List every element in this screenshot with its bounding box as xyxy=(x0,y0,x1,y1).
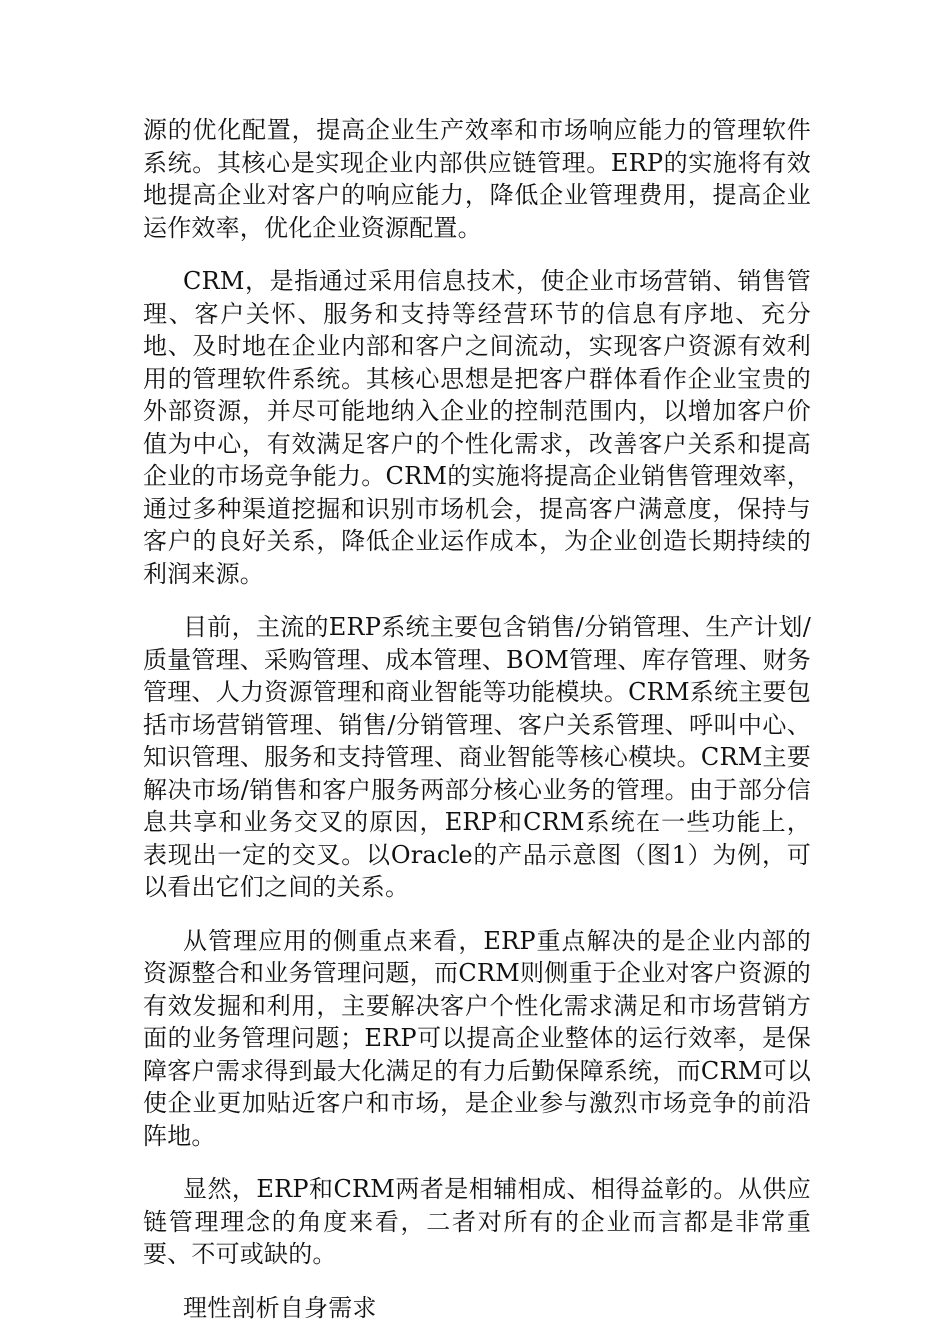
section-heading: 理性剖析自身需求 xyxy=(183,1293,377,1322)
paragraph-conclusion: 显然，ERP和CRM两者是相辅相成、相得益彰的。从供应链管理理念的角度来看，二者对所有的企业而言都是非常重要、不可或缺的。 xyxy=(143,1175,811,1268)
paragraph-modules: 目前，主流的ERP系统主要包含销售/分销管理、生产计划/质量管理、采购管理、成本管理、BOM管理、库存管理、财务管理、人力资源管理和商业智能等功能模块。CRM系统主要包括市场营销管理、销售/分销管理、客户关系管理、呼叫中心、知识管理、服务和支持管理、商业智能等核心模块。CRM主要解决市场/销售和客户服务两部分核心业务的管理。由于部分信息共享和业务交叉的原因，ERP和CRM系统在一些功能上，表现出一定的交叉。以Oracle的产品示意图（图1）为例，可以看出它们之间的关系。 xyxy=(143,613,811,901)
paragraph-focus-comparison: 从管理应用的侧重点来看，ERP重点解决的是企业内部的资源整合和业务管理问题，而CRM则侧重于企业对客户资源的有效发掘和利用，主要解决客户个性化需求满足和市场营销方面的业务管理问题；ERP可以提高企业整体的运行效率，是保障客户需求得到最大化满足的有力后勤保障系统，而CRM可以使企业更加贴近客户和市场，是企业参与激烈市场竞争的前沿阵地。 xyxy=(143,926,811,1150)
paragraph-crm-definition: CRM，是指通过采用信息技术，使企业市场营销、销售管理、客户关怀、服务和支持等经营环节的信息有序地、充分地、及时地在企业内部和客户之间流动，实现客户资源有效利用的管理软件系统。其核心思想是把客户群体看作企业宝贵的外部资源，并尽可能地纳入企业的控制范围内，以增加客户价值为中心，有效满足客户的个性化需求，改善客户关系和提高企业的市场竞争能力。CRM的实施将提高企业销售管理效率，通过多种渠道挖掘和识别市场机会，提高客户满意度，保持与客户的良好关系，降低企业运作成本，为企业创造长期持续的利润来源。 xyxy=(143,267,811,588)
document-body xyxy=(143,114,811,1324)
paragraph-erp-summary: 源的优化配置，提高企业生产效率和市场响应能力的管理软件系统。其核心是实现企业内部供应链管理。ERP的实施将有效地提高企业对客户的响应能力，降低企业管理费用，提高企业运作效率，优化企业资源配置。 xyxy=(143,116,811,242)
